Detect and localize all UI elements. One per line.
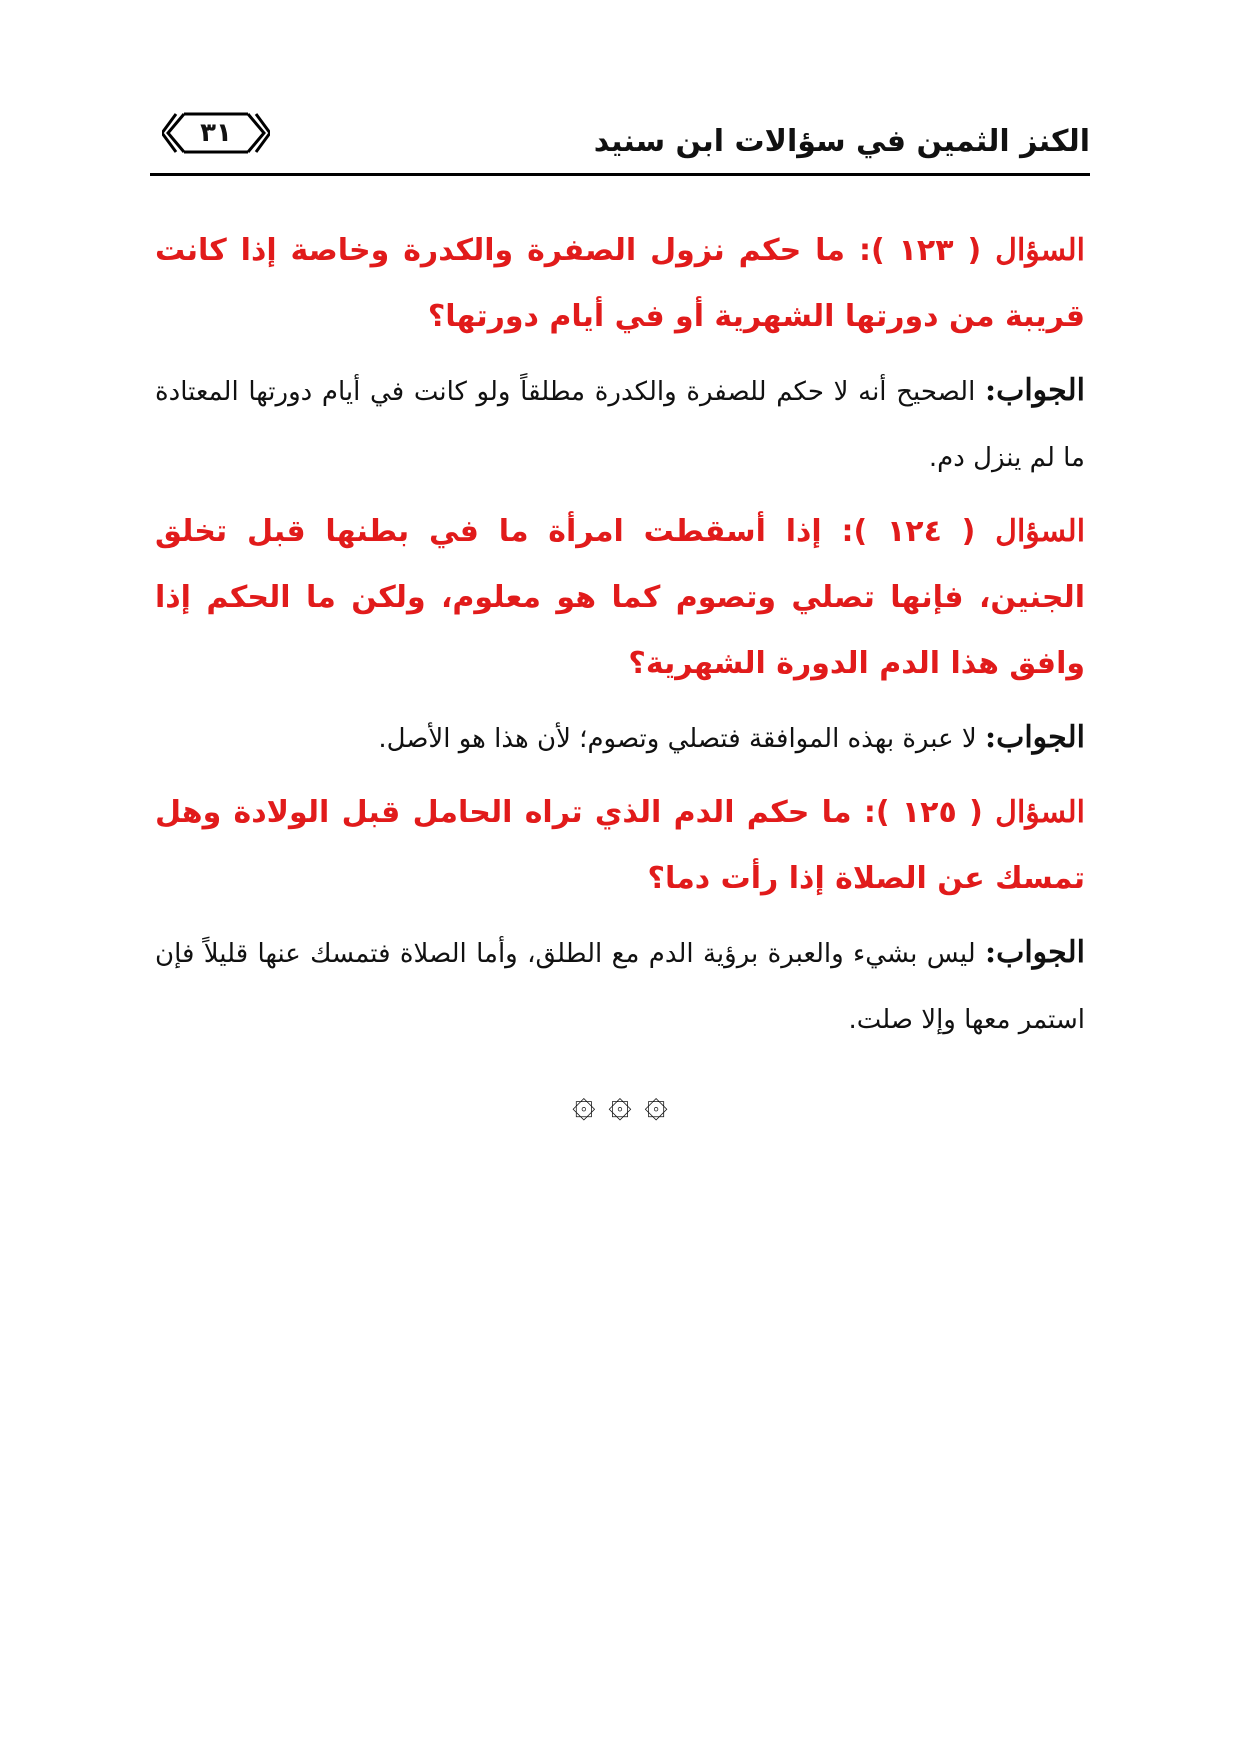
question: [155, 780, 1085, 912]
qa-item: [155, 499, 1085, 772]
page-number: ٣١: [200, 118, 232, 148]
answer: [155, 705, 1085, 772]
page-header: [150, 100, 1090, 176]
question-label: السؤال: [995, 795, 1086, 830]
header-divider: [150, 173, 1090, 176]
qa-content: [155, 218, 1085, 1061]
answer-text: ليس بشيء والعبرة برؤية الدم مع الطلق، وأما الصلاة فتمسك عنها قليلاً فإن استمر معها وإلا صلت.: [155, 939, 1085, 1035]
answer-label: الجواب:: [985, 373, 1085, 408]
answer: [155, 358, 1085, 491]
question: [155, 499, 1085, 697]
question-text: ما حكم الدم الذي تراه الحامل قبل الولادة وهل تمسك عن الصلاة إذا رأت دما؟: [155, 795, 1085, 896]
question-text: إذا أسقطت امرأة ما في بطنها قبل تخلق الجنين، فإنها تصلي وتصوم كما هو معلوم، ولكن ما الحكم إذا وافق هذا الدم الدورة الشهرية؟: [155, 514, 1085, 681]
question-number: ( ١٢٥ ):: [863, 795, 983, 830]
question-label: السؤال: [995, 514, 1086, 549]
book-title: الكنز الثمين في سؤالات ابن سنيد: [593, 124, 1090, 159]
question-text: ما حكم نزول الصفرة والكدرة وخاصة إذا كانت قريبة من دورتها الشهرية أو في أيام دورتها؟: [155, 233, 1085, 334]
question-label: السؤال: [995, 233, 1086, 268]
answer-text: الصحيح أنه لا حكم للصفرة والكدرة مطلقاً ولو كانت في أيام دورتها المعتادة ما لم ينزل دم.: [155, 377, 1085, 473]
question-number: ( ١٢٤ ):: [841, 514, 976, 549]
answer-label: الجواب:: [985, 720, 1085, 755]
page-number-badge: [162, 110, 270, 156]
qa-item: [155, 218, 1085, 491]
answer: [155, 920, 1085, 1053]
qa-item: [155, 780, 1085, 1053]
question-number: ( ١٢٣ ):: [858, 233, 982, 268]
answer-text: لا عبرة بهذه الموافقة فتصلي وتصوم؛ لأن هذا هو الأصل.: [378, 724, 977, 754]
answer-label: الجواب:: [985, 935, 1086, 970]
question: [155, 218, 1085, 350]
section-end-ornament-icon: ۞ ۞ ۞: [572, 1080, 668, 1126]
